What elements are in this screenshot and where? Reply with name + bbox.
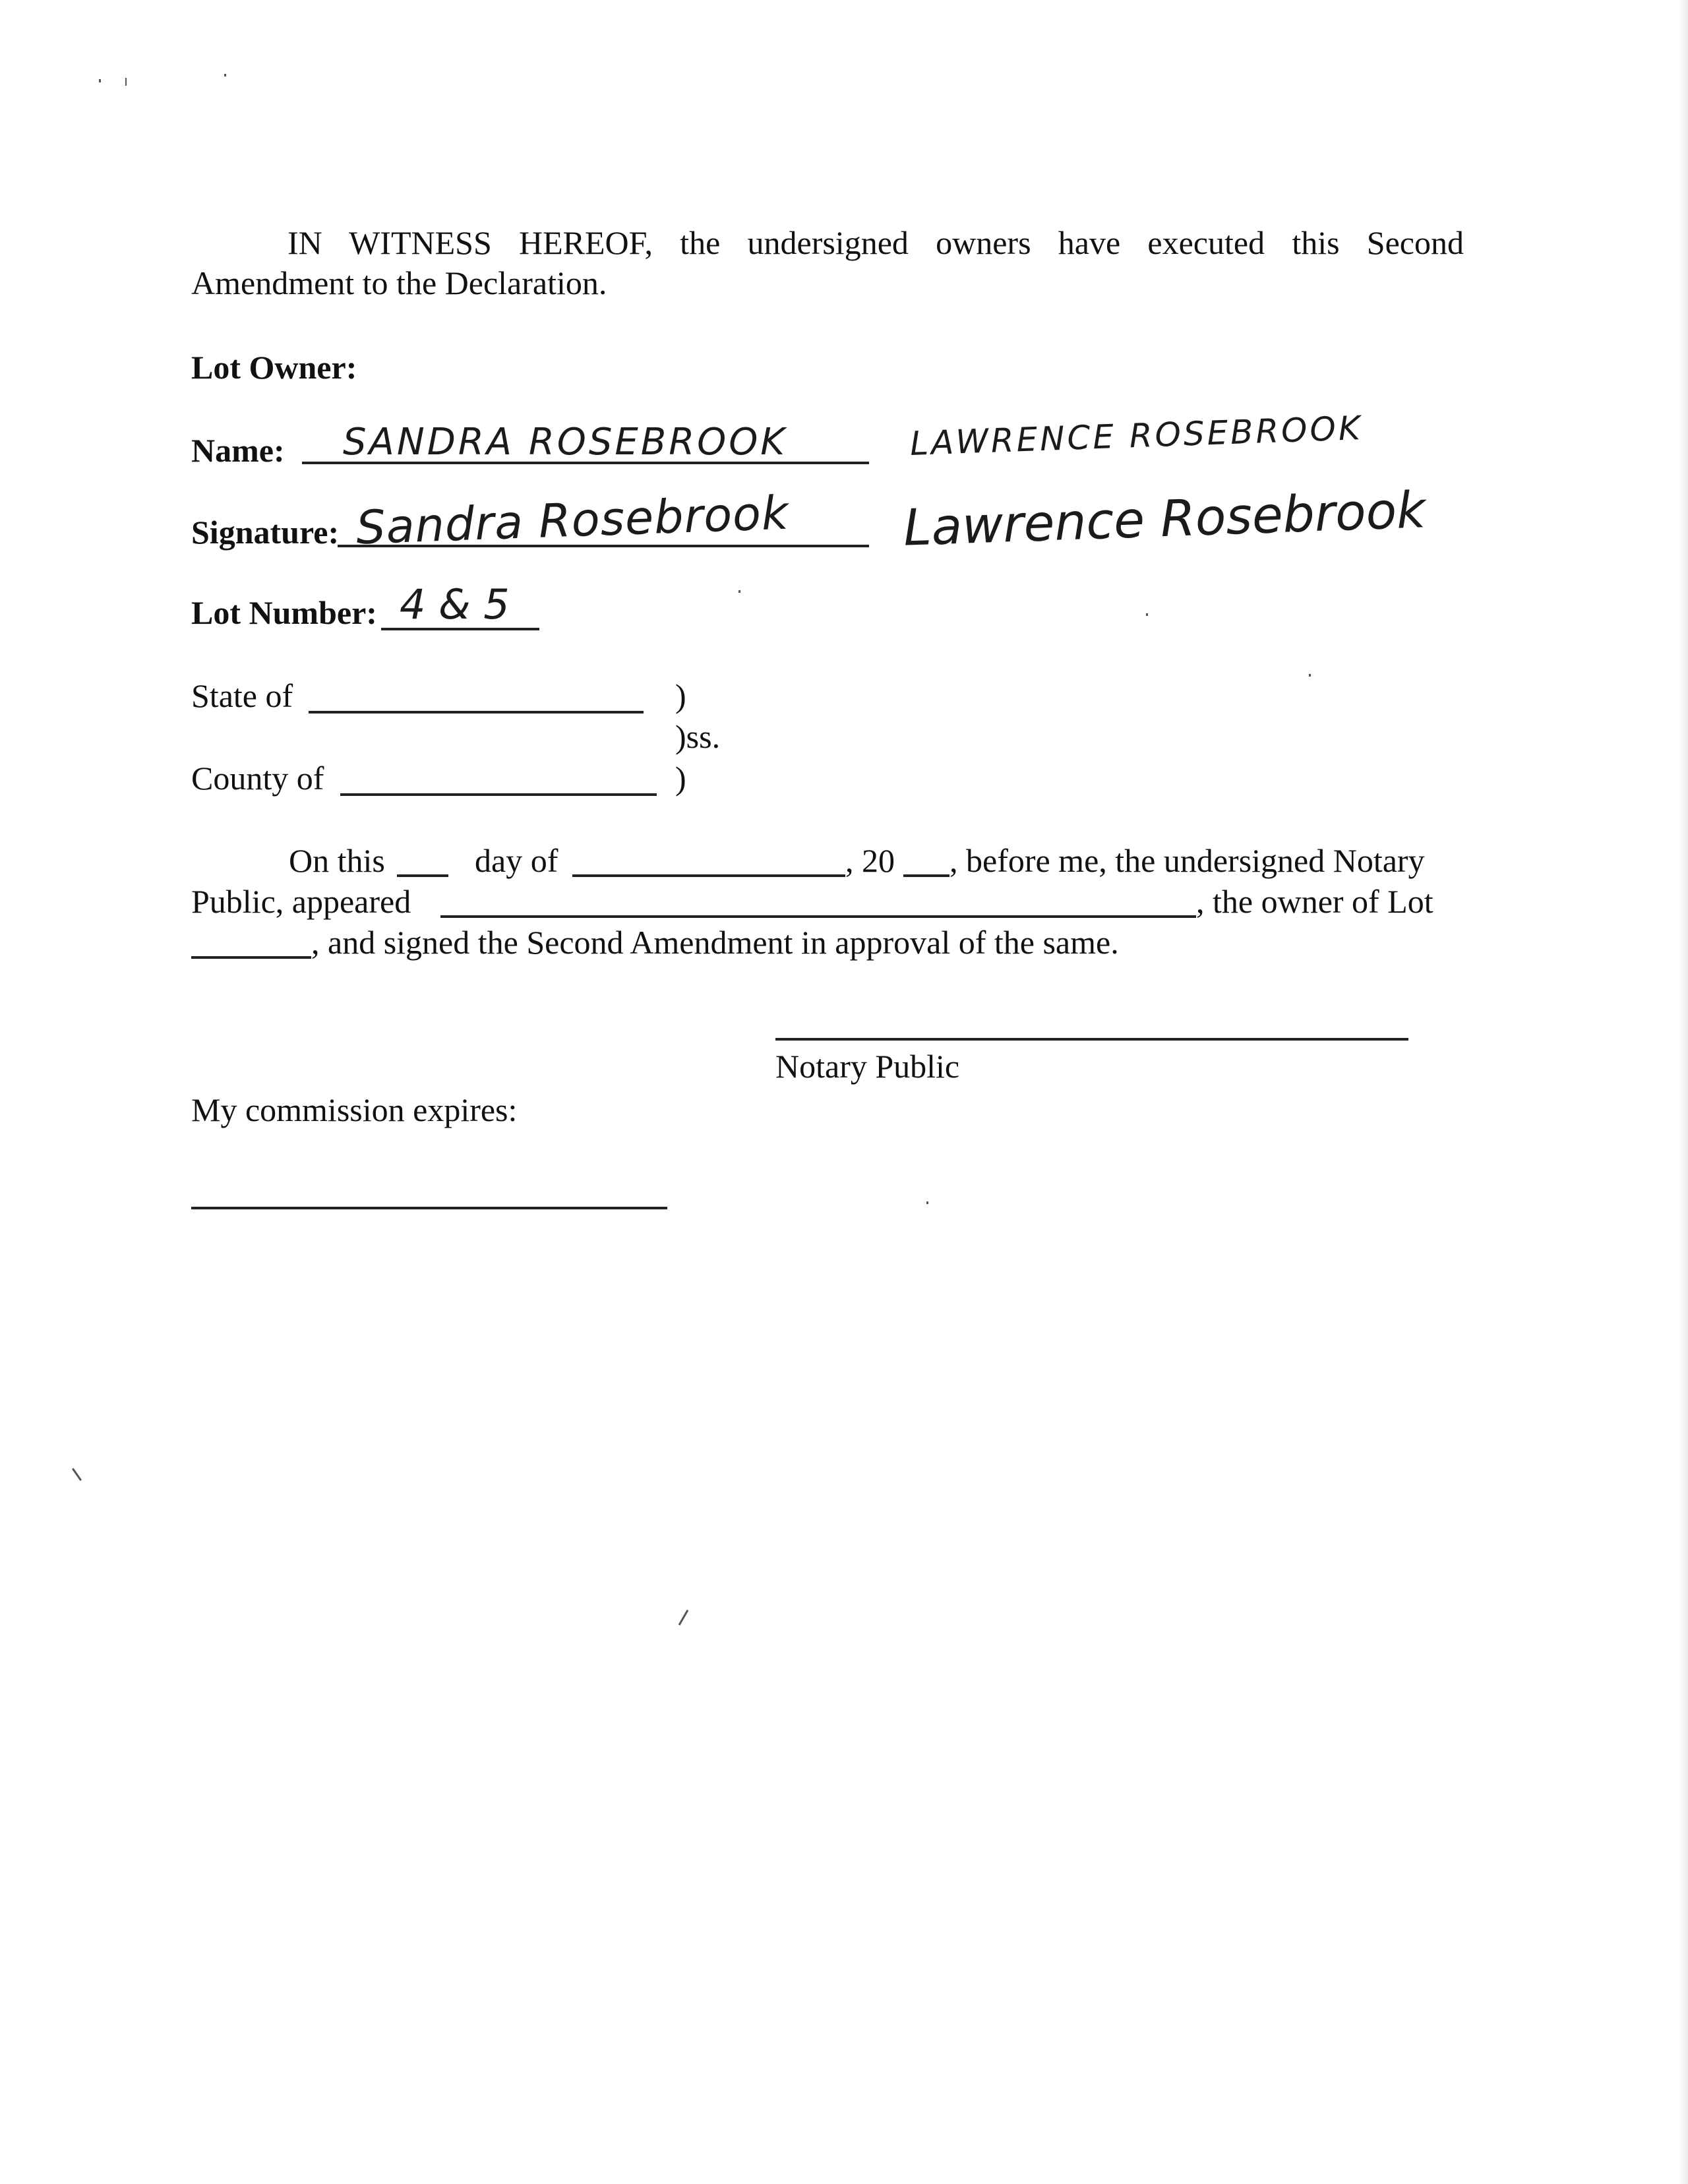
public-appeared-text: Public, appeared xyxy=(191,883,411,920)
owner-of-lot-text: , the owner of Lot xyxy=(1196,883,1433,920)
commission-label: My commission expires: xyxy=(191,1091,518,1128)
scan-speck xyxy=(125,78,127,86)
lot-number-handwritten: 4 & 5 xyxy=(400,580,510,628)
scan-speck xyxy=(1146,613,1148,616)
scan-speck xyxy=(72,1468,82,1481)
day-blank xyxy=(397,874,448,877)
county-paren: ) xyxy=(675,760,686,797)
scan-speck xyxy=(224,74,226,76)
signature-1-handwritten: Sandra Rosebrook xyxy=(355,485,790,555)
and-signed-text: , and signed the Second Amendment in approval of the same. xyxy=(311,924,1119,961)
before-me-text: , before me, the undersigned Notary xyxy=(950,842,1425,879)
day-of-text: day of xyxy=(475,842,558,879)
state-line xyxy=(309,711,644,713)
state-paren: ) xyxy=(675,677,686,714)
appeared-blank xyxy=(440,915,1196,918)
lot-blank xyxy=(191,956,311,959)
name-1-handwritten: SANDRA ROSEBROOK xyxy=(343,421,788,464)
on-this-text: On this xyxy=(289,842,385,879)
ss-label: )ss. xyxy=(675,718,721,755)
signature-label: Signature: xyxy=(191,514,340,551)
scan-speck xyxy=(738,590,740,593)
name-2-handwritten: LAWRENCE ROSEBROOK xyxy=(909,409,1364,463)
scan-edge-shadow xyxy=(1679,0,1688,2184)
county-line xyxy=(340,793,657,796)
witness-line-1: IN WITNESS HEREOF, the undersigned owners have executed this Second xyxy=(287,224,1464,261)
month-blank xyxy=(572,874,845,877)
county-label: County of xyxy=(191,760,324,797)
lot-owner-heading: Lot Owner: xyxy=(191,349,357,386)
commission-line xyxy=(191,1207,667,1209)
witness-line-2: Amendment to the Declaration. xyxy=(191,264,607,301)
notary-public-label: Notary Public xyxy=(775,1048,960,1085)
year-prefix-text: , 20 xyxy=(845,842,895,879)
scan-speck xyxy=(678,1610,689,1625)
lot-number-label: Lot Number: xyxy=(191,594,377,631)
scan-speck xyxy=(99,79,101,82)
scan-speck xyxy=(1309,674,1311,677)
signature-2-handwritten: Lawrence Rosebrook xyxy=(902,480,1427,557)
year-blank xyxy=(903,874,950,877)
notary-signature-line xyxy=(775,1038,1408,1041)
name-label: Name: xyxy=(191,432,285,469)
state-label: State of xyxy=(191,677,293,714)
scan-speck xyxy=(926,1201,928,1204)
